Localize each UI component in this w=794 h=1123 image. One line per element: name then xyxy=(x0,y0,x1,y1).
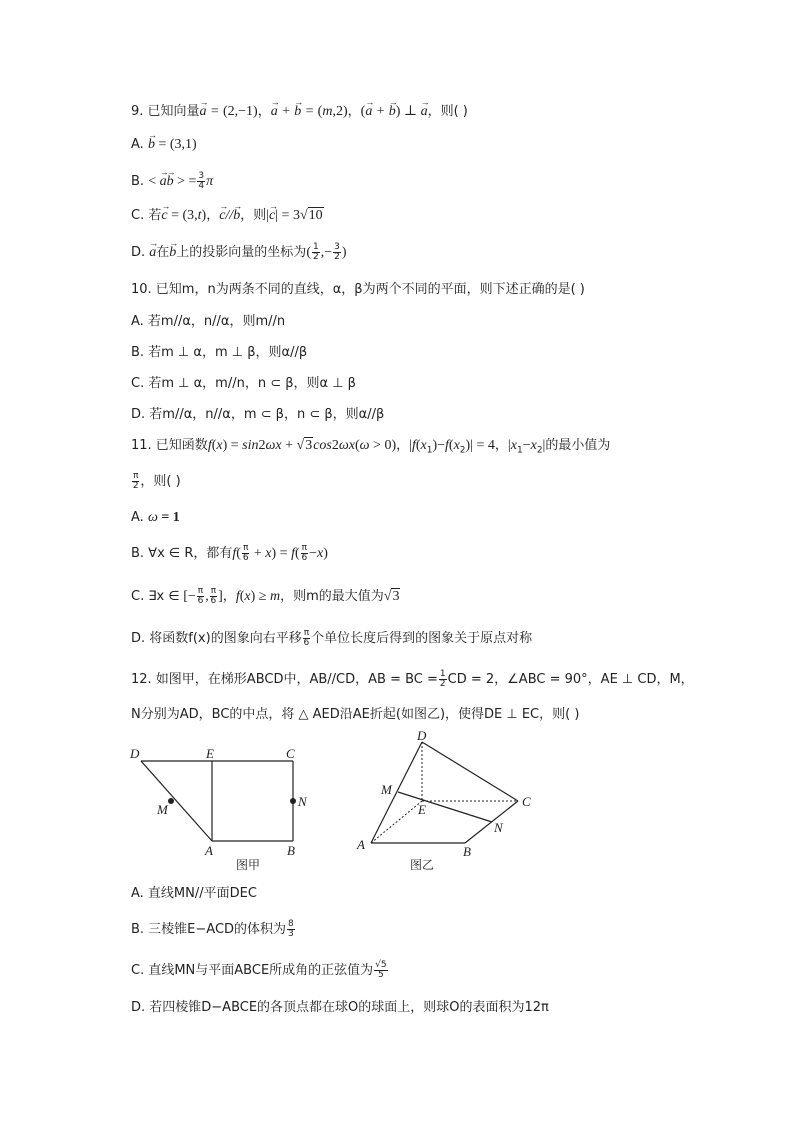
q12-option-b: B. 三棱锥E−ACD的体积为 $\frac{8}{3}$ xyxy=(131,919,294,939)
q9-option-a: A. → b = (3,1) xyxy=(131,136,197,154)
fig1-label-a: A xyxy=(205,843,213,858)
fig2-caption: 图乙 xyxy=(410,858,435,872)
q10-option-c: C. 若m ⊥ α，m//n，n ⊂ β，则α ⊥ β xyxy=(131,376,356,391)
fig1-label-n: N xyxy=(298,794,307,809)
q9-option-d: D. → a在→ b上的投影向量的坐标为( $\frac{1}{2}$ ,− $\frac{3}{2}$ ) xyxy=(131,243,347,262)
q11-stem-line2: $\frac{\pi}{2}$ ，则( ) xyxy=(132,471,181,491)
q10-option-d: D. 若m//α，n//α，m ⊂ β，n ⊂ β，则α//β xyxy=(131,407,385,422)
fig2-label-b: B xyxy=(463,844,471,859)
fig1-label-e: E xyxy=(206,746,214,761)
figures xyxy=(0,728,794,878)
point-n-dot xyxy=(290,798,296,804)
fig2-label-a: A xyxy=(357,837,365,852)
q12-option-c: C. 直线MN与平面ABCE所成角的正弦值为 $\frac{√5}{5}$ xyxy=(131,960,387,980)
fig2-label-e: E xyxy=(418,802,426,817)
q10-option-b: B. 若m ⊥ α，m ⊥ β，则α//β xyxy=(131,345,308,360)
q11-option-a: A. ω = 1 xyxy=(131,510,180,525)
fig2-label-m: M xyxy=(381,782,392,797)
q11-option-d: D. 将函数f(x)的图象向右平移 $\frac{\pi}{6}$ 个单位长度后得到的图象关于原点对称 xyxy=(131,628,533,648)
fig1-label-c: C xyxy=(286,746,295,761)
fig1-label-d: D xyxy=(130,746,140,761)
q12-option-d: D. 若四棱锥D−ABCE的各顶点都在球O的球面上，则球O的表面积为12π xyxy=(131,1000,549,1015)
q12-stem-line2: N分别为AD，BC的中点，将 △ AED沿AE折起(如图乙)，使得DE ⊥ EC，则( ) xyxy=(131,707,580,722)
fig1-label-b: B xyxy=(287,843,295,858)
fig2-label-c: C xyxy=(522,794,531,809)
q9-option-b: B. < → a→ b > = $\frac{3}{4}$ π xyxy=(131,172,213,191)
q12-stem-line1: 12. 如图甲，在梯形ABCD中，AB//CD，AB = BC = $\frac{1}{2}$ CD = 2，∠ABC = 90°，AE ⊥ CD，M， xyxy=(131,669,694,689)
fig1-caption: 图甲 xyxy=(236,858,261,872)
q11-option-c: C. ∃x ∈ [− $\frac{\pi}{6}$ , $\frac{\pi}{6}$ ]，f(x) ≥ m，则m的最大值为√3 xyxy=(131,586,400,606)
fig1-label-m: M xyxy=(157,802,168,817)
q10-option-a: A. 若m//α，n//α，则m//n xyxy=(131,314,286,329)
q11-option-b: B. ∀x ∈ R，都有f( $\frac{\pi}{6}$ + x) = f( $\frac{\pi}{6}$ −x) xyxy=(131,543,328,563)
point-m-dot xyxy=(168,798,174,804)
q10-stem: 10. 已知m，n为两条不同的直线，α，β为两个不同的平面，则下述正确的是( ) xyxy=(131,282,585,297)
q9-stem: 9. 已知向量→ a = (2,−1)，→ a + → b = (m,2)，(→ a + → b) ⊥ → a，则( ) xyxy=(131,103,468,121)
q9-option-c: C. 若→ c = (3,t)，→ c//→ b，则|→ c| = 3√10 xyxy=(131,207,324,225)
fig2-label-n: N xyxy=(494,820,503,835)
fig2-label-d: D xyxy=(417,728,427,743)
q12-option-a: A. 直线MN//平面DEC xyxy=(131,886,257,901)
q11-stem: 11. 已知函数f(x) = sin2ωx + √3cos2ωx(ω > 0)，$|f(x_1)-f(x_2)| = 4$，$|x_1-x_2|$的最小值为 xyxy=(131,438,611,456)
figure-jia xyxy=(141,761,293,841)
